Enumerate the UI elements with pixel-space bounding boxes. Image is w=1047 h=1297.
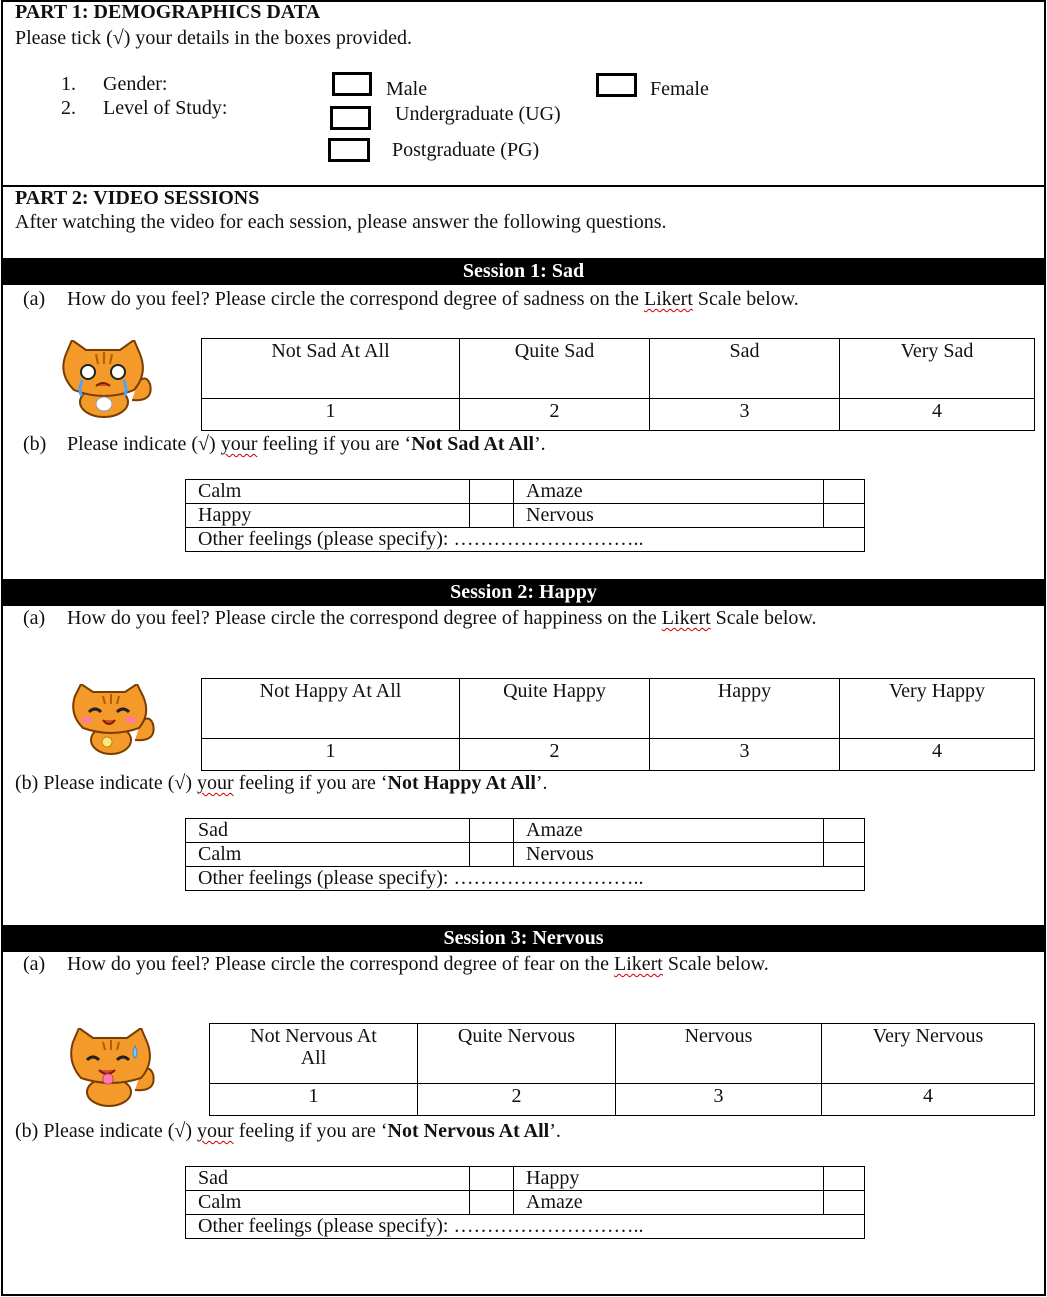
session1-qa-text (67, 289, 799, 309)
likert-word: Likert (661, 607, 711, 629)
qb-text-mid: feeling if you are ‘ (233, 772, 388, 794)
likert-value[interactable]: 4 (840, 739, 1035, 771)
your-word: your (197, 1120, 234, 1142)
feeling-checkbox[interactable] (824, 480, 865, 504)
feeling-label: Amaze (514, 480, 824, 504)
undergraduate-label: Undergraduate (UG) (395, 103, 561, 125)
likert-value[interactable]: 2 (460, 399, 650, 431)
session2-qb-text (15, 773, 548, 793)
likert-word: Likert (644, 288, 693, 310)
female-checkbox[interactable] (596, 73, 637, 97)
your-word: your (197, 772, 234, 794)
likert-value[interactable]: 4 (840, 399, 1035, 431)
feeling-label: Calm (186, 480, 470, 504)
undergraduate-checkbox[interactable] (330, 106, 371, 130)
session3-qa-marker: (a) (23, 953, 46, 975)
likert-value[interactable]: 2 (418, 1084, 616, 1116)
part2-title: PART 2: VIDEO SESSIONS (15, 187, 260, 209)
likert-value[interactable]: 3 (650, 739, 840, 771)
session3-banner: Session 3: Nervous (3, 925, 1044, 952)
qb-text-end: ’. (534, 433, 546, 455)
session3-feelings-table (185, 1166, 865, 1239)
likert-option[interactable]: Not Happy At All (202, 679, 460, 739)
qb-text-end: ’. (549, 1120, 561, 1142)
feeling-checkbox[interactable] (470, 819, 514, 843)
q2-number: 2. (61, 97, 76, 119)
session1-qb-text (67, 434, 546, 454)
likert-option[interactable]: Not Sad At All (202, 339, 460, 399)
other-feelings-field[interactable]: Other feelings (please specify): ……………………….. (186, 867, 865, 891)
qb-bold: Not Happy At All (387, 772, 536, 794)
your-word: your (220, 433, 258, 455)
feeling-label: Calm (186, 1191, 470, 1215)
feeling-checkbox[interactable] (824, 1191, 865, 1215)
feeling-label: Nervous (514, 504, 824, 528)
nervous-cat-icon (69, 1028, 159, 1108)
feeling-label: Sad (186, 1167, 470, 1191)
likert-value[interactable]: 1 (210, 1084, 418, 1116)
feeling-checkbox[interactable] (824, 843, 865, 867)
likert-option[interactable]: Quite Nervous (418, 1024, 616, 1084)
feeling-checkbox[interactable] (824, 1167, 865, 1191)
qb-marker: (b) (15, 1120, 39, 1142)
qa-text-end: Scale below. (662, 953, 769, 975)
qb-bold: Not Sad At All (411, 433, 535, 455)
qb-text: Please indicate (√) (43, 1120, 198, 1142)
feeling-checkbox[interactable] (470, 1191, 514, 1215)
likert-option[interactable]: Sad (650, 339, 840, 399)
likert-option[interactable]: Happy (650, 679, 840, 739)
session3-qa-text (67, 954, 769, 974)
feeling-label: Sad (186, 819, 470, 843)
likert-word: Likert (613, 953, 663, 975)
q1-label: Gender: (103, 73, 168, 95)
feeling-label: Happy (186, 504, 470, 528)
feeling-checkbox[interactable] (824, 504, 865, 528)
feeling-checkbox[interactable] (470, 843, 514, 867)
qb-marker: (b) (15, 772, 39, 794)
part1-instruction: Please tick (√) your details in the boxes provided. (15, 27, 412, 49)
male-label: Male (386, 78, 428, 100)
other-feelings-field[interactable]: Other feelings (please specify): ……………………….. (186, 1215, 865, 1239)
likert-option[interactable]: Quite Sad (460, 339, 650, 399)
likert-option[interactable] (210, 1024, 418, 1084)
qb-text-mid: feeling if you are ‘ (233, 1120, 388, 1142)
likert-option-line: Not Nervous At (250, 1025, 377, 1047)
likert-value[interactable]: 1 (202, 739, 460, 771)
likert-value[interactable]: 1 (202, 399, 460, 431)
session1-likert-table (201, 338, 1035, 431)
part1-title: PART 1: DEMOGRAPHICS DATA (15, 1, 321, 23)
session1-banner: Session 1: Sad (3, 258, 1044, 285)
likert-option[interactable]: Very Nervous (822, 1024, 1035, 1084)
likert-option-line: All (300, 1047, 327, 1069)
session2-qa-text (67, 608, 817, 628)
feeling-label: Amaze (514, 1191, 824, 1215)
postgraduate-label: Postgraduate (PG) (392, 139, 540, 161)
feeling-checkbox[interactable] (470, 504, 514, 528)
feeling-checkbox[interactable] (470, 1167, 514, 1191)
crying-cat-icon (58, 340, 158, 418)
likert-value[interactable]: 4 (822, 1084, 1035, 1116)
qb-text: Please indicate (√) (43, 772, 198, 794)
likert-option[interactable]: Nervous (616, 1024, 822, 1084)
session3-likert-table (209, 1023, 1035, 1116)
happy-cat-icon (69, 684, 159, 756)
likert-option[interactable]: Very Sad (840, 339, 1035, 399)
session1-qb-marker: (b) (23, 433, 47, 455)
likert-value[interactable]: 3 (650, 399, 840, 431)
qa-text: How do you feel? Please circle the correspond degree of happiness on the (67, 607, 662, 629)
feeling-label: Happy (514, 1167, 824, 1191)
session1-qa-marker: (a) (23, 288, 46, 310)
session2-likert-table (201, 678, 1035, 771)
qa-text: How do you feel? Please circle the correspond degree of fear on the (67, 953, 614, 975)
qa-text-end: Scale below. (692, 288, 799, 310)
male-checkbox[interactable] (332, 72, 372, 96)
qb-text-end: ’. (535, 772, 548, 794)
qb-bold: Not Nervous At All (387, 1120, 550, 1142)
feeling-label: Calm (186, 843, 470, 867)
q1-number: 1. (61, 73, 76, 95)
questionnaire-page (1, 0, 1046, 1296)
other-feelings-field[interactable]: Other feelings (please specify): ……………………….. (186, 528, 865, 552)
postgraduate-checkbox[interactable] (328, 138, 370, 162)
qa-text-end: Scale below. (710, 607, 817, 629)
qa-text: How do you feel? Please circle the correspond degree of sadness on the (67, 288, 645, 310)
likert-option[interactable]: Very Happy (840, 679, 1035, 739)
likert-value[interactable]: 3 (616, 1084, 822, 1116)
session1-feelings-table (185, 479, 865, 552)
feeling-checkbox[interactable] (470, 480, 514, 504)
session3-qb-text (15, 1121, 561, 1141)
feeling-label: Nervous (514, 843, 824, 867)
session2-qa-marker: (a) (23, 607, 46, 629)
feeling-checkbox[interactable] (824, 819, 865, 843)
female-label: Female (650, 78, 709, 100)
session2-feelings-table (185, 818, 865, 891)
q2-label: Level of Study: (103, 97, 228, 119)
likert-option[interactable]: Quite Happy (460, 679, 650, 739)
qb-text-mid: feeling if you are ‘ (257, 433, 412, 455)
qb-text: Please indicate (√) (67, 433, 221, 455)
feeling-label: Amaze (514, 819, 824, 843)
likert-value[interactable]: 2 (460, 739, 650, 771)
part2-instruction: After watching the video for each session, please answer the following questions. (15, 211, 667, 233)
session2-banner: Session 2: Happy (3, 579, 1044, 606)
